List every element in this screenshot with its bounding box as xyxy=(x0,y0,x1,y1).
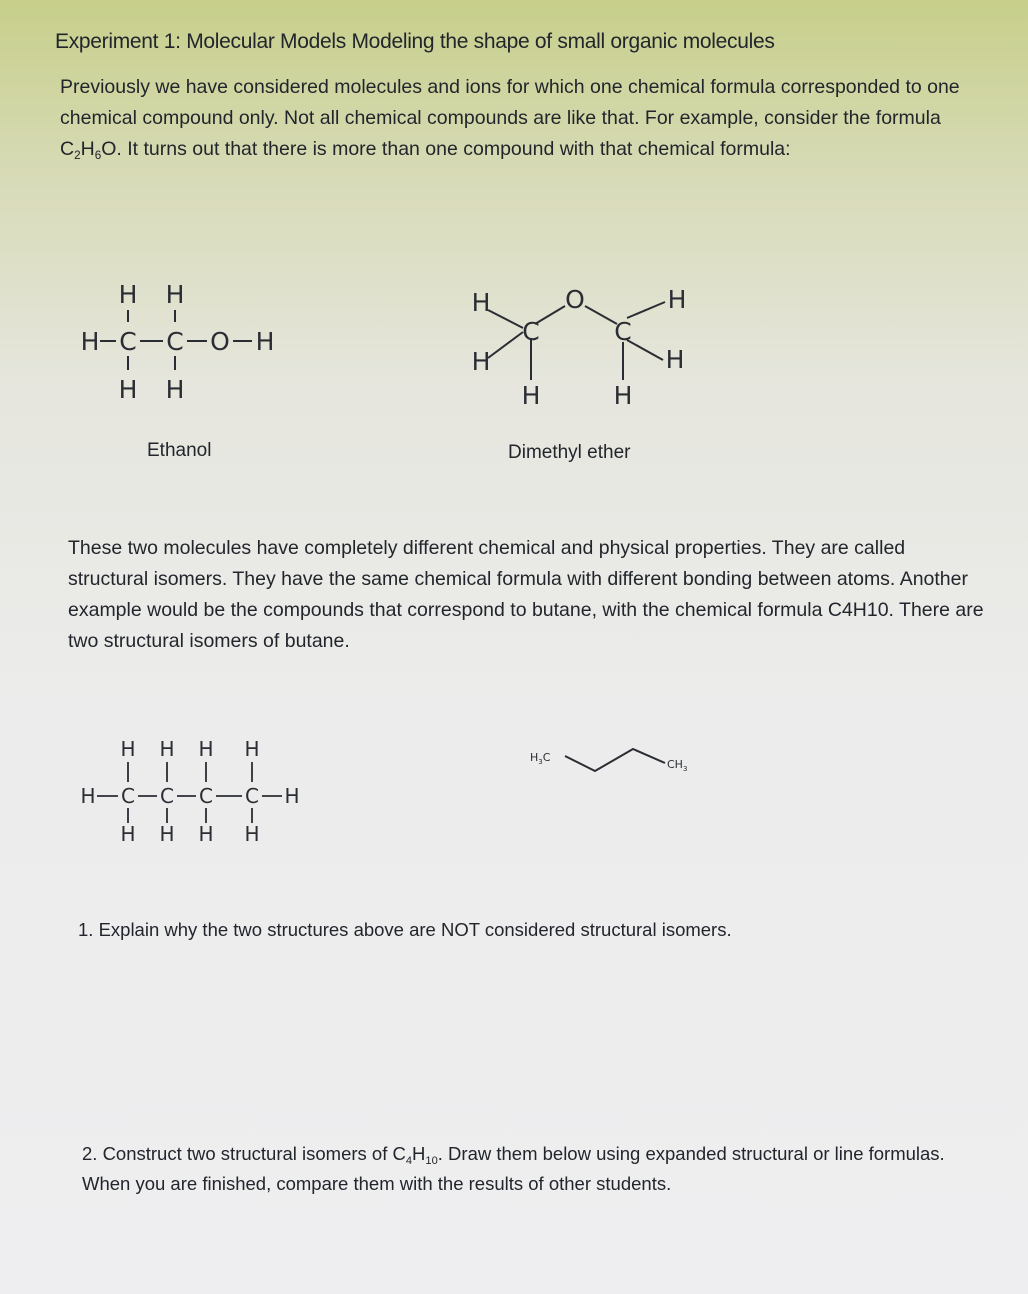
atom-h: H xyxy=(471,288,491,317)
atom-h: H xyxy=(159,822,175,846)
bond xyxy=(488,332,523,358)
atom-h: H xyxy=(120,737,136,761)
atom-h: H xyxy=(120,822,136,846)
butane-line-structure xyxy=(525,735,725,780)
atom-h: H xyxy=(159,737,175,761)
atom-o: O xyxy=(210,327,230,356)
atom-c: C xyxy=(166,327,184,356)
atom-c: C xyxy=(119,327,137,356)
bond xyxy=(627,302,665,318)
atom-h: H xyxy=(244,737,260,761)
left-methyl-label: $H_3C$ xyxy=(530,751,551,766)
atom-c: C xyxy=(245,784,259,808)
atom-h: H xyxy=(613,381,633,410)
question-1: 1. Explain why the two structures above are NOT considered structural isomers. xyxy=(78,919,732,940)
intro-paragraph xyxy=(60,72,975,165)
atom-h: H xyxy=(665,345,685,374)
question-2: 2. Construct two structural isomers of $C_4H_{10}$. Draw them below using expanded structural or line formulas. When you are finished, compare them with the results of other students. xyxy=(82,1143,945,1194)
atom-h: H xyxy=(118,375,138,404)
atom-h: H xyxy=(118,280,138,309)
atom-h: H xyxy=(255,327,275,356)
page-title: Experiment 1: Molecular Models Modeling the shape of small organic molecules xyxy=(55,30,775,53)
atom-o: O xyxy=(565,285,585,314)
carbon-chain xyxy=(565,749,665,771)
dimethyl-ether-label: Dimethyl ether xyxy=(508,442,631,463)
intro-text-before: Previously we have considered molecules and ions for which one chemical formula corresponded to one chemical compound only. Not all chemical compounds are like that. For example, consider the formula xyxy=(60,76,960,129)
atom-h: H xyxy=(244,822,260,846)
atom-h: H xyxy=(198,822,214,846)
ethanol-structure xyxy=(70,270,320,410)
ethanol-label: Ethanol xyxy=(147,440,212,461)
dimethyl-ether-structure xyxy=(455,280,705,415)
intro-text-after: . It turns out that there is more than one compound with that chemical formula: xyxy=(116,138,791,160)
atom-h: H xyxy=(80,784,96,808)
atom-c: C xyxy=(121,784,135,808)
atom-h: H xyxy=(667,285,687,314)
atom-h: H xyxy=(198,737,214,761)
bond xyxy=(488,310,523,328)
butane-expanded-structure xyxy=(72,735,322,850)
atom-c: C xyxy=(160,784,174,808)
atom-h: H xyxy=(471,347,491,376)
formula-c2h6o: $C_2H_6O$ xyxy=(60,138,117,163)
formula-c4h10: $C_4H_{10}$ xyxy=(392,1143,438,1167)
atom-c: C xyxy=(614,317,632,346)
atom-c: C xyxy=(522,317,540,346)
atom-h: H xyxy=(165,280,185,309)
atom-h: H xyxy=(80,327,100,356)
explanation-paragraph: These two molecules have completely different chemical and physical properties. They are called structural isomers. They have the same chemical formula with different bonding between atoms. Another example would be the compounds that correspond to butane, with the chemical formula C4H10. There are two structural isomers of butane. xyxy=(68,537,984,652)
atom-c: C xyxy=(199,784,213,808)
bond xyxy=(585,306,617,324)
atom-h: H xyxy=(284,784,300,808)
atom-h: H xyxy=(165,375,185,404)
bond xyxy=(627,340,663,360)
atom-h: H xyxy=(521,381,541,410)
right-methyl-label: $CH_3$ xyxy=(667,758,688,773)
